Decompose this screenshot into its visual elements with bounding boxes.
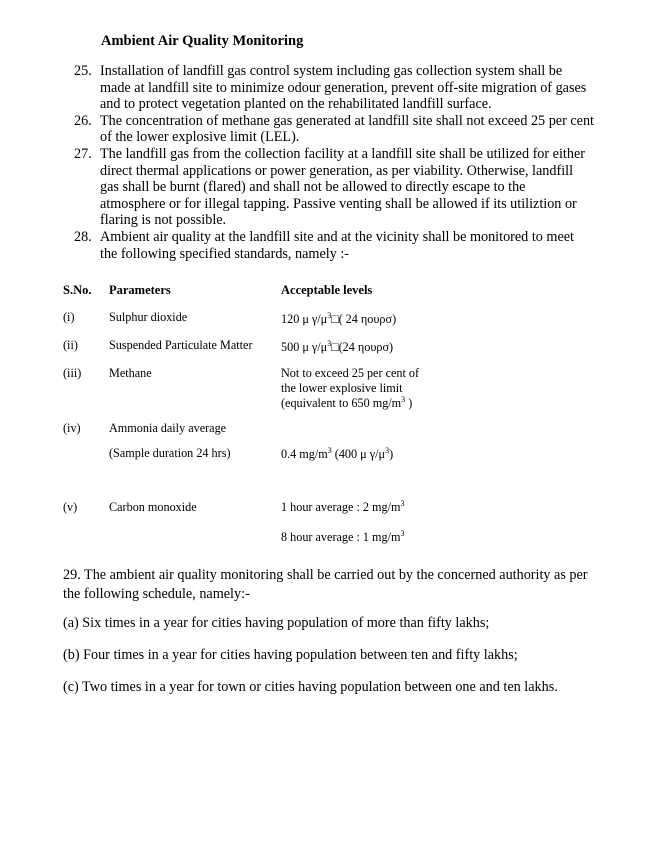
- row-sno: (iv): [63, 421, 81, 435]
- item-number: 26.: [74, 112, 92, 129]
- list-item-25: [74, 63, 594, 113]
- list-item-27: [74, 146, 594, 229]
- row-sno: (ii): [63, 338, 78, 352]
- row-level: Not to exceed 25 per cent of the lower explosive limit (equivalent to 650 $mg/m^3$ ): [281, 366, 420, 410]
- list-item-28: [74, 229, 594, 262]
- item-text: Ambient air quality at the landfill site and at the vicinity shall be monitored to meet the following specified standards, namely :-: [100, 228, 574, 262]
- list-item-26: [74, 113, 594, 146]
- schedule-item-c: (c) Two times in a year for town or cities having population between one and ten lakhs.: [63, 679, 558, 695]
- row-sno: (iii): [63, 366, 82, 380]
- row-parameter: Methane: [109, 366, 152, 380]
- item-number: 27.: [74, 145, 92, 162]
- row-parameter: Sulphur dioxide: [109, 310, 188, 324]
- numbered-list: [74, 63, 594, 262]
- paragraph-29: 29. The ambient air quality monitoring shall be carried out by the concerned authority as per the following schedule, namely:-: [63, 567, 588, 602]
- header-acceptable-levels: Acceptable levels: [281, 283, 373, 297]
- row-parameter: Suspended Particulate Matter: [109, 338, 253, 352]
- row-level: 120 μ $\gamma/\mu^3□$( 24 ηουρσ): [281, 310, 397, 326]
- row-level-secondary: 8 hour average : 1 $mg/m^3$: [281, 528, 405, 544]
- item-text: The concentration of methane gas generated at landfill site shall not exceed 25 per cent of the lower explosive limit (LEL).: [100, 112, 594, 146]
- schedule-item-b: (b) Four times in a year for cities having population between ten and fifty lakhs;: [63, 647, 518, 663]
- schedule-item-a: (a) Six times in a year for cities having population of more than fifty lakhs;: [63, 615, 490, 631]
- row-level: 0.4 $mg/m^3$ (400 μ $\gamma/\mu^3$): [281, 445, 394, 461]
- row-level: 500 μ $\gamma/\mu^3□(24$ ηουρσ): [281, 338, 394, 354]
- item-text: Installation of landfill gas control system including gas collection system shall be made at landfill site to minimize odour generation, prevent off-site migration of gases and to protect vegetation planted on the rehabilitated landfill surface.: [100, 63, 587, 113]
- row-level: 1 hour average : 2 $mg/m^3$: [281, 498, 405, 514]
- page-title: Ambient Air Quality Monitoring: [101, 33, 304, 49]
- header-parameters: Parameters: [109, 283, 171, 297]
- row-parameter: Ammonia daily average: [109, 421, 227, 435]
- item-text: The landfill gas from the collection facility at a landfill site shall be utilized for either direct thermal applications or power generation, as per viability. Otherwise, landfill gas shall be burnt (flared) and shall not be allowed to directly escape to the atmosphere or for illegal tapping. Passive venting shall be allowed if its utiliztion or flaring is not possible.: [100, 145, 585, 229]
- row-sno: (v): [63, 500, 78, 514]
- item-number: 28.: [74, 228, 92, 245]
- header-sno: S.No.: [63, 283, 92, 297]
- row-parameter-note: (Sample duration 24 hrs): [109, 446, 231, 460]
- row-sno: (i): [63, 310, 75, 324]
- item-number: 25.: [74, 63, 92, 79]
- row-parameter: Carbon monoxide: [109, 500, 197, 514]
